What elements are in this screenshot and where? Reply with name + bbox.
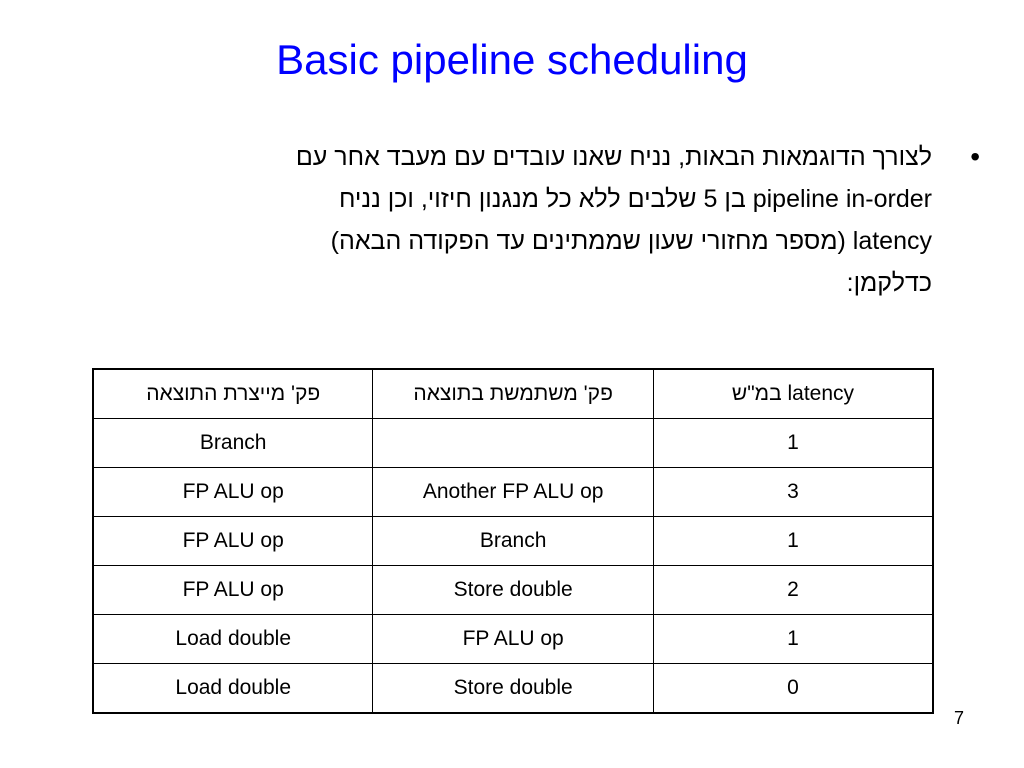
bullet-text — [142, 136, 932, 304]
bullet-line-1: לצורך הדוגמאות הבאות, נניח שאנו עובדים עם מעבד אחר עם — [295, 143, 932, 171]
header-latency: latency במ"ש — [653, 369, 933, 419]
cell-consumer: Another FP ALU op — [373, 468, 654, 517]
cell-latency: 1 — [653, 419, 933, 468]
cell-producer: FP ALU op — [93, 517, 373, 566]
table-row — [93, 419, 933, 468]
cell-producer: Branch — [93, 419, 373, 468]
cell-producer: Load double — [93, 664, 373, 714]
table-row — [93, 664, 933, 714]
table-row — [93, 517, 933, 566]
header-consumer: פק' משתמשת בתוצאה — [373, 369, 654, 419]
bullet-line-3: latency (מספר מחזורי שעון שממתינים עד הפקודה הבאה) — [330, 227, 932, 255]
table-row — [93, 566, 933, 615]
page-number: 7 — [953, 708, 964, 728]
bullet-line-2: pipeline in-order בן 5 שלבים ללא כל מנגנון חיזוי, וכן נניח — [338, 185, 932, 213]
bullet-block — [90, 136, 980, 304]
cell-consumer: Store double — [373, 664, 654, 714]
bullet-line-4: כדלקמן: — [846, 269, 932, 297]
cell-producer: Load double — [93, 615, 373, 664]
cell-consumer — [373, 419, 654, 468]
latency-table — [92, 368, 934, 714]
cell-latency: 2 — [653, 566, 933, 615]
bullet-marker: • — [970, 141, 980, 172]
cell-latency: 1 — [653, 615, 933, 664]
cell-latency: 0 — [653, 664, 933, 714]
table-header-row — [93, 369, 933, 419]
slide-title: Basic pipeline scheduling — [276, 36, 748, 83]
table-row — [93, 468, 933, 517]
cell-producer: FP ALU op — [93, 468, 373, 517]
cell-consumer: FP ALU op — [373, 615, 654, 664]
cell-consumer: Store double — [373, 566, 654, 615]
table-row — [93, 615, 933, 664]
cell-latency: 1 — [653, 517, 933, 566]
cell-consumer: Branch — [373, 517, 654, 566]
header-producer: פק' מייצרת התוצאה — [93, 369, 373, 419]
cell-producer: FP ALU op — [93, 566, 373, 615]
cell-latency: 3 — [653, 468, 933, 517]
